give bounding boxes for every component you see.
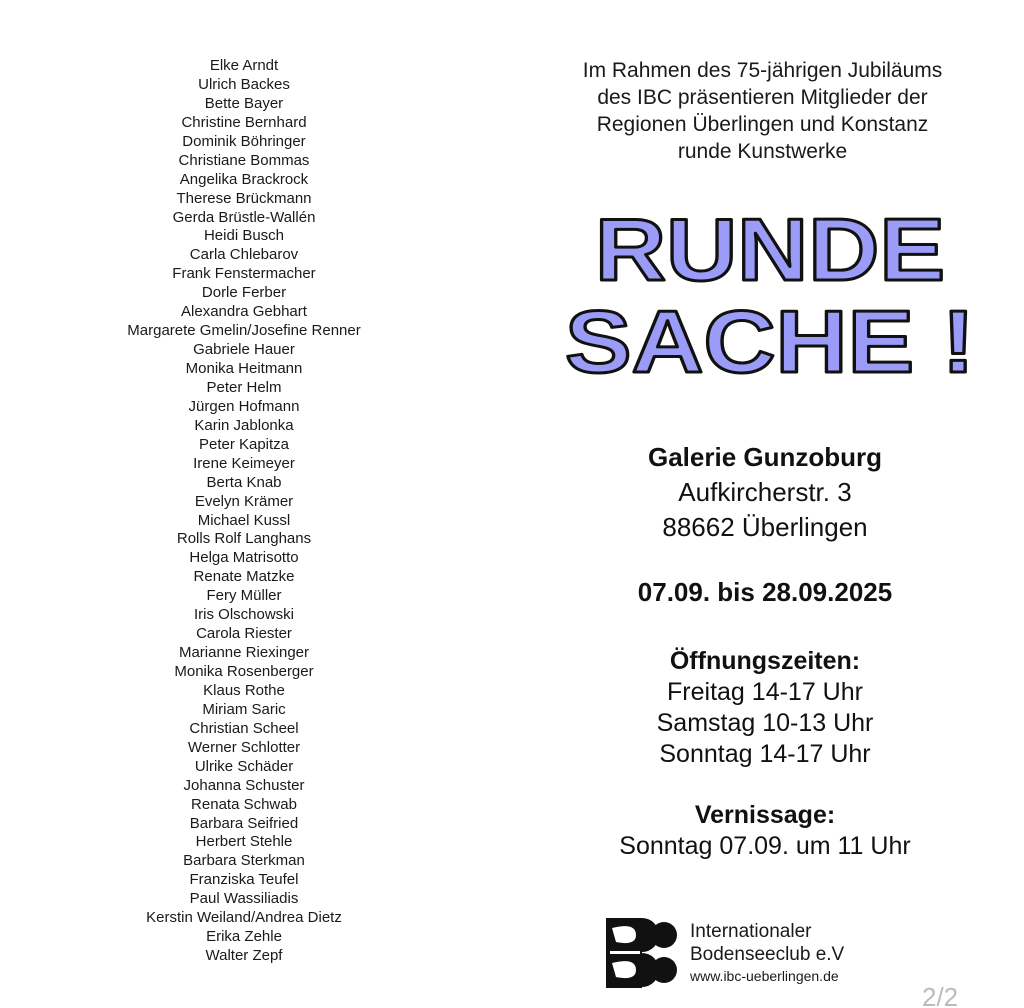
- intro-line: Regionen Überlingen und Konstanz: [596, 113, 929, 136]
- artist-name: Monika Heitmann: [185, 360, 303, 377]
- artist-name: Heidi Busch: [203, 227, 285, 245]
- artist-name: Peter Helm: [206, 378, 282, 396]
- venue-street: Aufkircherstr. 3: [678, 477, 852, 507]
- artist-name: Monika Rosenberger: [174, 663, 314, 680]
- artist-name: Irene Keimeyer: [193, 454, 295, 472]
- title-line-runde: RUNDE: [595, 200, 945, 299]
- venue-city: 88662 Überlingen: [662, 512, 868, 542]
- club-website: www.ibc-ueberlingen.de: [690, 968, 839, 984]
- artist-name: Michael Kussl: [197, 511, 291, 529]
- opening-hours: [560, 646, 970, 770]
- artist-name: Gabriele Hauer: [193, 341, 295, 359]
- artist-name: Frank Fenstermacher: [172, 265, 316, 283]
- artist-name: Ulrich Backes: [198, 75, 290, 93]
- artist-name: Berta Knab: [206, 473, 282, 491]
- artist-name: Barbara Seifried: [189, 814, 299, 832]
- intro-text: [520, 57, 1005, 165]
- artist-name: Erika Zehle: [206, 928, 282, 946]
- artist-name: Dominik Böhringer: [182, 132, 306, 150]
- artist-name: Fery Müller: [206, 587, 282, 605]
- artist-name: Walter Zepf: [205, 947, 283, 965]
- opening-hours-heading: Öffnungszeiten:: [669, 647, 861, 675]
- exhibition-title: [540, 200, 1000, 390]
- opening-hours-sunday: Sonntag 14-17 Uhr: [659, 740, 871, 768]
- artist-name: Werner Schlotter: [187, 738, 301, 756]
- venue-name: Galerie Gunzoburg: [647, 442, 883, 472]
- artist-name: Margarete Gmelin/Josefine Renner: [127, 322, 361, 340]
- artist-name: Gerda Brüstle-Wallén: [172, 208, 316, 226]
- artist-name: Helga Matrisotto: [189, 549, 299, 567]
- opening-hours-friday: Freitag 14-17 Uhr: [667, 678, 863, 706]
- artist-name: Paul Wassiliadis: [189, 890, 299, 908]
- club-name-line2: Bodenseeclub e.V: [690, 944, 845, 965]
- artist-name: Renate Matzke: [193, 568, 295, 586]
- vernissage-heading: Vernissage:: [694, 801, 836, 829]
- artist-name: Barbara Sterkman: [183, 852, 305, 870]
- artist-name: Miriam Saric: [202, 700, 286, 718]
- intro-line: des IBC präsentieren Mitglieder der: [597, 86, 928, 109]
- exhibition-dates: 07.09. bis 28.09.2025: [637, 577, 893, 607]
- club-name-line1: Internationaler: [690, 921, 812, 942]
- artist-name: Christian Scheel: [189, 719, 299, 737]
- artist-name: Kerstin Weiland/Andrea Dietz: [146, 909, 342, 927]
- artist-list: [84, 57, 404, 966]
- artist-name: Marianne Riexinger: [178, 644, 310, 662]
- artist-name: Therese Brückmann: [176, 189, 312, 207]
- artist-name: Rolls Rolf Langhans: [176, 530, 312, 548]
- artist-name: Klaus Rothe: [203, 681, 285, 699]
- opening-hours-saturday: Samstag 10-13 Uhr: [656, 709, 874, 737]
- artist-name: Angelika Brackrock: [179, 170, 309, 188]
- artist-name: Herbert Stehle: [195, 833, 293, 851]
- page-indicator: 2/2: [922, 984, 959, 1008]
- artist-name: Jürgen Hofmann: [188, 397, 300, 415]
- artist-name: Renata Schwab: [191, 795, 297, 813]
- club-info: [690, 920, 930, 986]
- artist-name: Johanna Schuster: [183, 776, 305, 794]
- artist-name: Dorle Ferber: [201, 284, 287, 302]
- vernissage: [560, 800, 970, 862]
- title-line-sache: SACHE !: [565, 292, 975, 390]
- intro-line: runde Kunstwerke: [677, 140, 848, 163]
- venue-address: [560, 440, 970, 545]
- artist-name: Elke Arndt: [209, 57, 279, 74]
- vernissage-date: Sonntag 07.09. um 11 Uhr: [619, 832, 911, 860]
- artist-name: Evelyn Krämer: [194, 492, 294, 510]
- artist-name: Carola Riester: [196, 625, 292, 643]
- artist-name: Bette Bayer: [204, 94, 284, 112]
- artist-name: Alexandra Gebhart: [181, 303, 307, 321]
- artist-name: Christine Bernhard: [181, 113, 307, 131]
- artist-name: Peter Kapitza: [198, 435, 290, 453]
- artist-name: Karin Jablonka: [194, 416, 294, 434]
- artist-name: Carla Chlebarov: [189, 246, 299, 264]
- artist-name: Iris Olschowski: [193, 606, 294, 624]
- artist-name: Franziska Teufel: [189, 871, 299, 889]
- ibc-logo-icon: [606, 918, 678, 988]
- artist-name: Christiane Bommas: [178, 151, 310, 169]
- artist-name: Ulrike Schäder: [194, 757, 294, 775]
- intro-line: Im Rahmen des 75-jährigen Jubiläums: [582, 59, 943, 82]
